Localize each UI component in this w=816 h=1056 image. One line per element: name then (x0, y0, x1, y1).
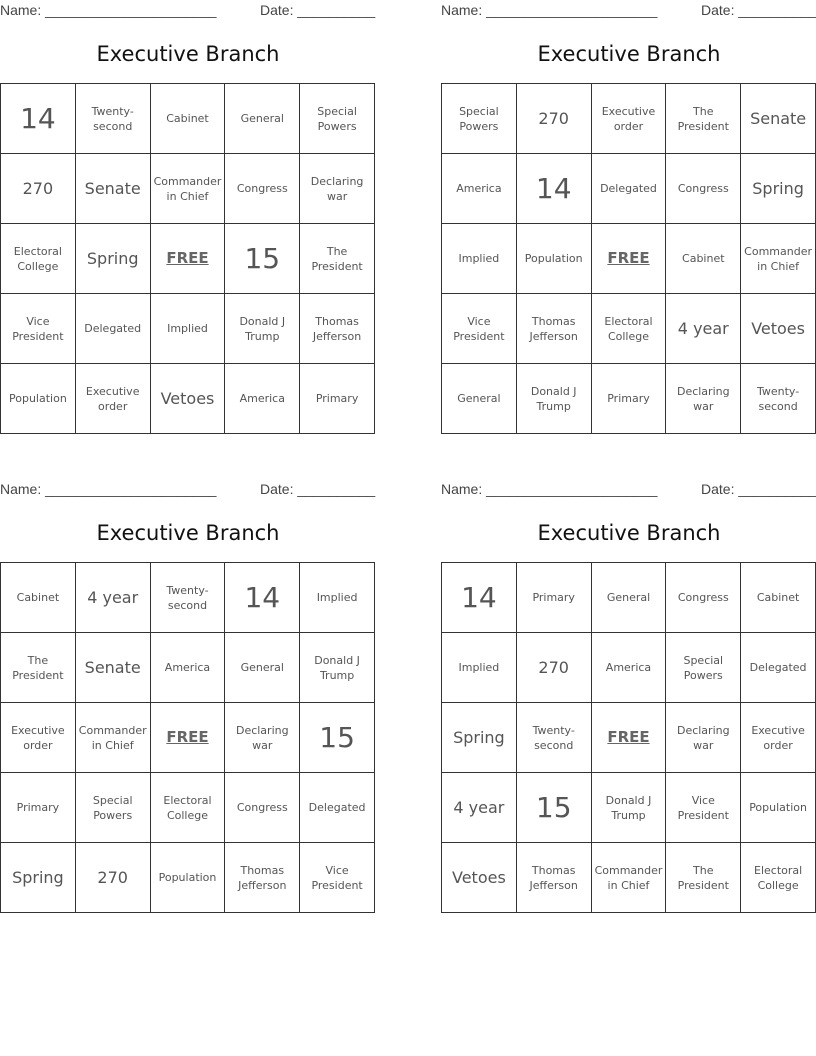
bingo-cell: Population (1, 364, 76, 434)
bingo-cell: Vice President (442, 294, 517, 364)
free-space-cell: FREE (592, 703, 667, 773)
bingo-card (441, 0, 816, 440)
bingo-cell: Commander in Chief (76, 703, 151, 773)
bingo-cell: Special Powers (76, 773, 151, 843)
card-title: Executive Branch (96, 521, 280, 545)
bingo-cell: Commander in Chief (741, 224, 816, 294)
bingo-cell: Spring (741, 154, 816, 224)
bingo-cell: Executive order (76, 364, 151, 434)
bingo-cell: Congress (666, 563, 741, 633)
bingo-cell: Cabinet (151, 84, 226, 154)
bingo-cell: General (442, 364, 517, 434)
bingo-cell: America (225, 364, 300, 434)
date-field-label: Date: __________ (701, 481, 816, 497)
date-field-label: Date: __________ (701, 2, 816, 18)
bingo-cell: Vice President (300, 843, 375, 913)
card-title: Executive Branch (96, 42, 280, 66)
bingo-cell: Thomas Jefferson (225, 843, 300, 913)
bingo-cell: Delegated (76, 294, 151, 364)
bingo-cell: Vetoes (442, 843, 517, 913)
bingo-cell: 14 (225, 563, 300, 633)
bingo-cell: The President (1, 633, 76, 703)
bingo-grid (441, 83, 816, 434)
bingo-cell: Donald J Trump (517, 364, 592, 434)
bingo-grid (0, 562, 375, 913)
bingo-cell: 4 year (666, 294, 741, 364)
bingo-cell: Executive order (741, 703, 816, 773)
bingo-cell: General (225, 84, 300, 154)
bingo-cell: Spring (76, 224, 151, 294)
bingo-cell: The President (666, 843, 741, 913)
name-field-label: Name: ______________________ (0, 2, 217, 18)
bingo-cell: Spring (1, 843, 76, 913)
bingo-cell: Population (517, 224, 592, 294)
bingo-cell: Twenty-second (76, 84, 151, 154)
bingo-cell: Cabinet (666, 224, 741, 294)
name-field-label: Name: ______________________ (0, 481, 217, 497)
bingo-cell: Vice President (1, 294, 76, 364)
bingo-cell: Special Powers (300, 84, 375, 154)
bingo-cell: 270 (517, 84, 592, 154)
bingo-cell: Declaring war (666, 703, 741, 773)
bingo-cell: Electoral College (592, 294, 667, 364)
bingo-cell: Population (151, 843, 226, 913)
bingo-cell: Executive order (592, 84, 667, 154)
card-title: Executive Branch (537, 521, 721, 545)
bingo-cell: Implied (442, 224, 517, 294)
bingo-cell: Vetoes (151, 364, 226, 434)
bingo-cell: America (151, 633, 226, 703)
date-field-label: Date: __________ (260, 481, 376, 497)
bingo-cell: Congress (225, 773, 300, 843)
bingo-cell: America (442, 154, 517, 224)
bingo-cell: Delegated (300, 773, 375, 843)
bingo-cell: Implied (300, 563, 375, 633)
bingo-cell: Declaring war (300, 154, 375, 224)
bingo-cell: Commander in Chief (151, 154, 226, 224)
card-title: Executive Branch (537, 42, 721, 66)
bingo-cell: 14 (442, 563, 517, 633)
bingo-cell: Thomas Jefferson (300, 294, 375, 364)
bingo-cell: Twenty-second (517, 703, 592, 773)
bingo-cell: Delegated (741, 633, 816, 703)
bingo-cell: Electoral College (151, 773, 226, 843)
bingo-cell: Congress (225, 154, 300, 224)
bingo-cell: 14 (1, 84, 76, 154)
bingo-cell: Spring (442, 703, 517, 773)
bingo-cell: 15 (225, 224, 300, 294)
bingo-cell: Electoral College (1, 224, 76, 294)
bingo-cell: Donald J Trump (225, 294, 300, 364)
bingo-cell: Thomas Jefferson (517, 294, 592, 364)
bingo-cell: Executive order (1, 703, 76, 773)
bingo-cell: The President (666, 84, 741, 154)
bingo-cell: 15 (300, 703, 375, 773)
bingo-cell: Twenty-second (741, 364, 816, 434)
bingo-grid (0, 83, 375, 434)
bingo-cell: America (592, 633, 667, 703)
bingo-cell: 270 (517, 633, 592, 703)
date-field-label: Date: __________ (260, 2, 376, 18)
bingo-cell: Thomas Jefferson (517, 843, 592, 913)
bingo-cell: 4 year (442, 773, 517, 843)
free-space-cell: FREE (592, 224, 667, 294)
bingo-cell: Primary (517, 563, 592, 633)
bingo-cell: Senate (76, 154, 151, 224)
bingo-cell: Cabinet (741, 563, 816, 633)
bingo-card (441, 479, 816, 919)
bingo-cell: 4 year (76, 563, 151, 633)
bingo-cell: The President (300, 224, 375, 294)
bingo-cell: Donald J Trump (592, 773, 667, 843)
bingo-cell: Electoral College (741, 843, 816, 913)
name-field-label: Name: ______________________ (441, 2, 658, 18)
bingo-cell: Primary (300, 364, 375, 434)
bingo-cell: Donald J Trump (300, 633, 375, 703)
bingo-cell: General (225, 633, 300, 703)
bingo-cell: Declaring war (666, 364, 741, 434)
bingo-cell: Implied (151, 294, 226, 364)
bingo-cell: Primary (592, 364, 667, 434)
bingo-cell: Cabinet (1, 563, 76, 633)
free-space-cell: FREE (151, 703, 226, 773)
bingo-cell: Congress (666, 154, 741, 224)
bingo-card (0, 479, 376, 919)
bingo-cell: Declaring war (225, 703, 300, 773)
bingo-cell: Population (741, 773, 816, 843)
bingo-cell: Implied (442, 633, 517, 703)
bingo-cell: Vice President (666, 773, 741, 843)
bingo-cell: 270 (1, 154, 76, 224)
bingo-cell: Special Powers (666, 633, 741, 703)
bingo-cell: 14 (517, 154, 592, 224)
bingo-cell: Special Powers (442, 84, 517, 154)
bingo-cell: 270 (76, 843, 151, 913)
bingo-grid (441, 562, 816, 913)
bingo-cell: Delegated (592, 154, 667, 224)
bingo-cell: Commander in Chief (592, 843, 667, 913)
free-space-cell: FREE (151, 224, 226, 294)
bingo-cell: 15 (517, 773, 592, 843)
bingo-cell: Senate (76, 633, 151, 703)
bingo-card (0, 0, 376, 440)
bingo-cell: General (592, 563, 667, 633)
name-field-label: Name: ______________________ (441, 481, 658, 497)
bingo-cell: Twenty-second (151, 563, 226, 633)
bingo-cell: Primary (1, 773, 76, 843)
bingo-cell: Vetoes (741, 294, 816, 364)
bingo-cell: Senate (741, 84, 816, 154)
